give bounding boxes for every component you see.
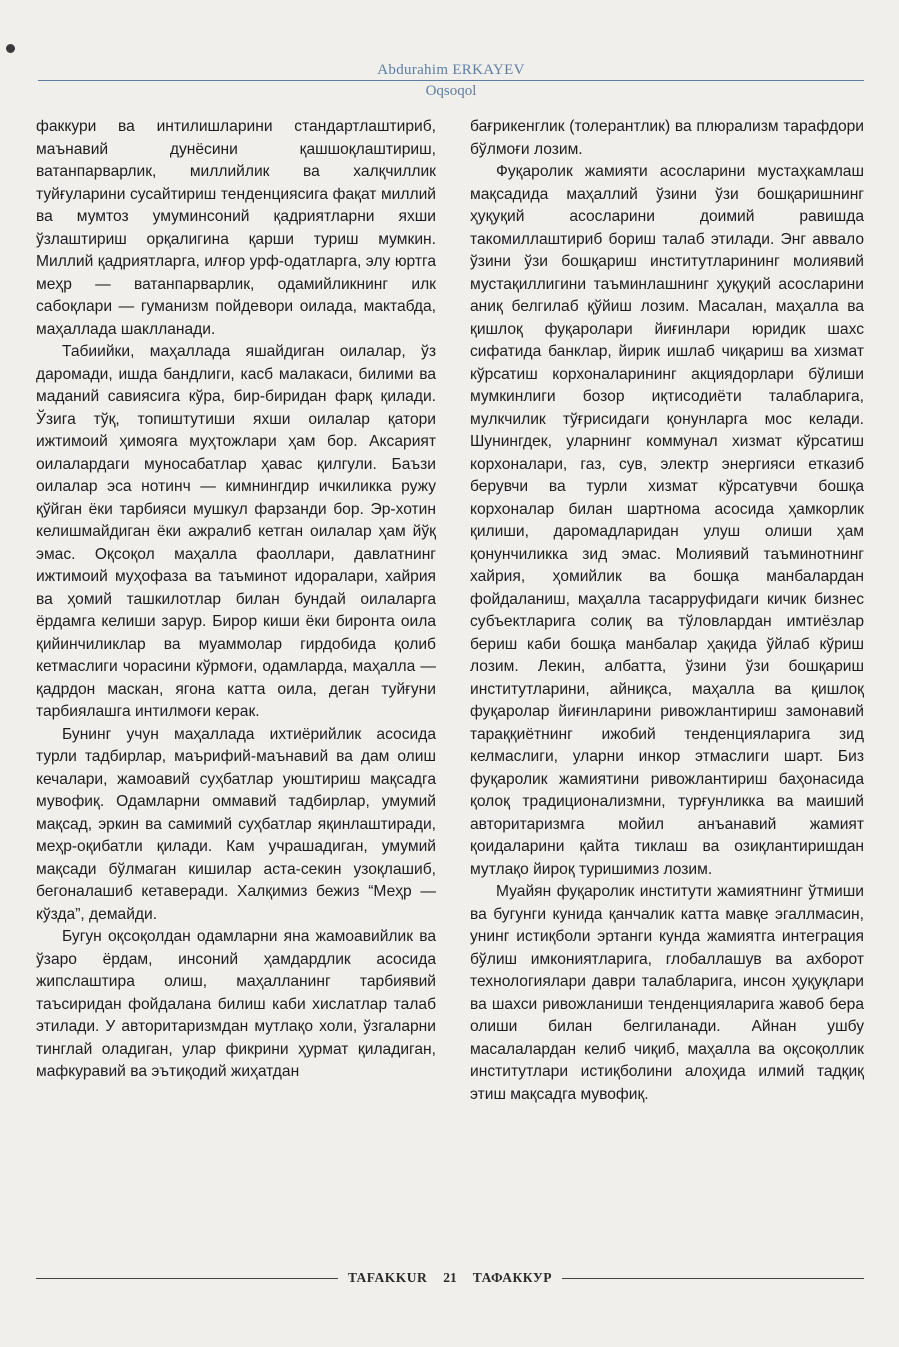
- footer-rule-left: [36, 1278, 338, 1279]
- paragraph: Муайян фуқаролик институти жамиятнинг ўтмиши ва бугунги кунида қанчалик катта мавқе эгаллмасин, унинг истиқболи эртанги кунда жамиятга интеграция бўлиш имкониятларига, глобаллашув ва ахборот технологиялари даври талабларига, инсон ҳуқуқлари ва шахси ривожланиши тенденцияларига жавоб бера олиши билан белгиланади. Айнан ушбу масалалардан келиб чиқиб, маҳалла ва оқсоқоллик институтлари истиқболини алоҳида илмий тадқиқ этиш мақсадга мувофиқ.: [470, 883, 864, 1103]
- paragraph: Бугун оқсоқолдан одамларни яна жамоавийлик ва ўзаро ёрдам, инсоний ҳамдардлик асосида жипслаштира олиш, маҳалланинг тарбиявий таъсиридан фойдалана билиш каби хислатлар талаб этилади. У авторитаризмдан мутлақо холи, ўзгаларни тинглай оладиган, улар фикрини ҳурмат қиладиган, мафкуравий ва эътиқодий жиҳатдан: [36, 928, 436, 1080]
- page-number: 21: [443, 1270, 457, 1285]
- paragraph: Табиийки, маҳаллада яшайдиган оилалар, ўз даромади, ишда бандлиги, касб малакаси, билими ва маданий савиясига кўра, бир-биридан фарқ қилади. Ўзига тўқ, топиштутиши яхши оилалар қатори ижтимоий ҳимояга муҳтожлари ҳам бор. Аксарият оилалардаги муносабатлар ҳавас қилгули. Баъзи оилалар эса нотинч — кимнингдир ичкиликка ружу қўйган ёки тарбияси мушкул фарзанди бор. Эр-хотин келишмайдиган ёки ажралиб кетган оилалар ҳам йўқ эмас. Оқсоқол маҳалла фаоллари, давлатнинг ижтимоий муҳофаза ва таъминот идоралари, хайрия ва ҳомий ташкилотлар билан бундай оилаларга ёрдамга келиши зарур. Бирор киши ёки биронта оила қийинчиликлар ва муаммолар гирдобида қолиб кетмаслиги чорасини кўрмоғи, одамларда, маҳалла — қадрдон маскан, ягона катта оила, деган туйғуни тарбиялашга интилмоғи керак.: [36, 343, 436, 720]
- paragraph: бағрикенглик (толерантлик) ва плюрализм тарафдори бўлмоғи лозим.: [470, 118, 864, 158]
- left-column: [36, 116, 436, 1084]
- header-author: Abdurahim ERKAYEV: [377, 62, 525, 78]
- header-rule: [38, 80, 864, 81]
- footer-rule-right: [562, 1278, 864, 1279]
- right-column: [470, 116, 864, 1106]
- paragraph: факкури ва интилишларини стандартлаштириб, маънавий дунёсини қашшоқлаштириш, ватанпарварлик, миллийлик ва халқчиллик туйғуларини сусайтириш тенденциясига фақат миллий ва мумтоз умуминсоний қадриятларни яхши ўзлаштириш орқалигина қарши туриш мумкин. Миллий қадриятларга, илғор урф-одатларга, элу юртга меҳр — ватанпарварлик, одамийликнинг илк сабоқлари — гуманизм пойдевори оилада, мактабда, маҳаллада шаклланади.: [36, 118, 436, 338]
- running-footer: [36, 1268, 864, 1288]
- text-columns: [0, 116, 899, 1246]
- page-corner-mark: [6, 44, 15, 53]
- paragraph: Фуқаролик жамияти асосларини мустаҳкамлаш мақсадида маҳаллий ўзини ўзи бошқаришнинг ҳуқуқий асосларини доимий равишда такомиллаштириб бориш талаб этилади. Энг аввало ўзини ўзи бошқариш институтларининг молиявий мустақиллигини таъминлашнинг ҳуқуқий асосларини аниқ белгилаб қўйиш лозим. Масалан, маҳалла ва қишлоқ фуқаролари йиғинлари юридик шахс сифатида банклар, йирик ишлаб чиқариш ва хизмат кўрсатиш корхоналарининг акциядорлари бўлиши мумкинлиги бозор иқтисодиёти талабларига, мулкчилик тўғрисидаги қонунларга мос келади. Шунингдек, уларнинг коммунал хизмат кўрсатиш корхоналари, газ, сув, электр энергияси етказиб берувчи ва турли хизмат кўрсатувчи бошқа корхоналар билан шартнома асосида ҳамкорлик қилиши, даромадларидан улуш олиши ҳам қонунчиликка зид эмас. Молиявий таъминотнинг хайрия, ҳомийлик ва бошқа манбалардан фойдаланиш, маҳалла тасарруфидаги кичик бизнес субъектларига солиқ ва тўловлардан имтиёзлар бериш каби бошқа манбалар ҳақида ўйлаб кўриш лозим. Лекин, албатта, ўзини ўзи бошқариш институтларини, айниқса, маҳалла ва қишлоқ фуқаролар йиғинларини ривожлантириш замонавий тараққиётнинг ижобий тенденцияларига зид келмаслиги, уларни инкор этмаслиги шарт. Биз фуқаролик жамиятини ривожлантириш баҳонасида қолоқ традиционализмни, турғунликка ва маиший авторитаризмга мойил анъанавий жамият қоидаларини қайта тиклаш ва озиқлантиришдан мутлақо йироқ туришимиз лозим.: [470, 163, 864, 878]
- header-subtitle: Oqsoqol: [425, 83, 477, 99]
- paragraph: Бунинг учун маҳаллада ихтиёрийлик асосида турли тадбирлар, маърифий-маънавий ва дам олиш кечалари, жамоавий суҳбатлар уюштириш мақсадга мувофиқ. Одамларни оммавий тадбирлар, умумий мақсад, эркин ва самимий суҳбатлар яқинлаштиради, меҳр-оқибатли қилади. Кам учрашадиган, умумий мақсади бўлмаган кишилар аста-секин узоқлашиб, бегоналашиб кетаверади. Халқимиз бежиз “Меҳр — кўзда”, демайди.: [36, 725, 436, 923]
- footer-magazine-cyrillic: ТАФАККУР: [472, 1270, 552, 1285]
- footer-magazine-latin: TAFAKKUR: [348, 1270, 428, 1285]
- running-header: [38, 62, 864, 100]
